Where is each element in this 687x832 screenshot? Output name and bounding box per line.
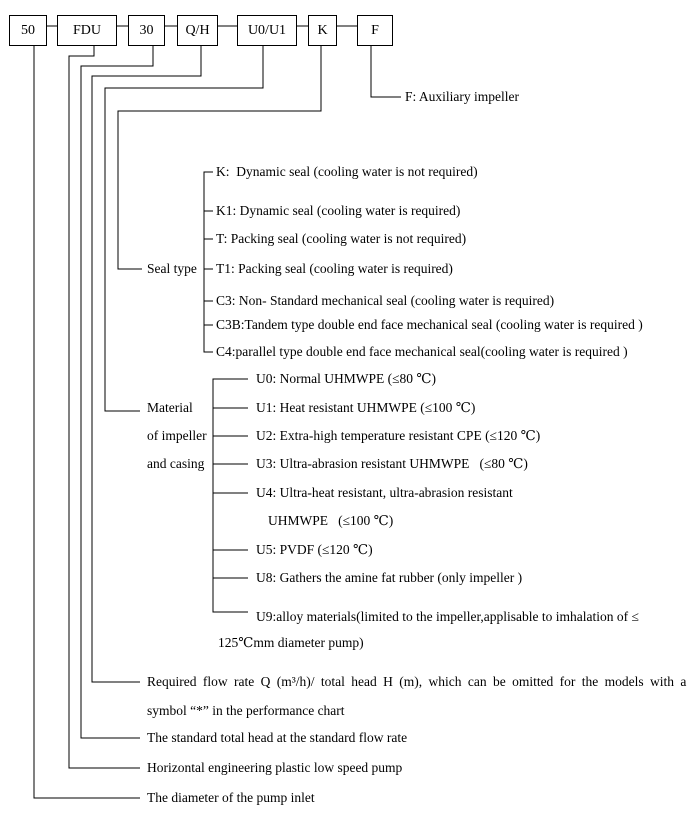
seal-type-group-label: Seal type — [147, 261, 197, 276]
seal-option-t: T: Packing seal (cooling water is not required) — [216, 231, 467, 246]
code-box-total-head: 30 — [128, 15, 165, 46]
code-box-material: U0/U1 — [237, 15, 297, 46]
seal-option-k1: K1: Dynamic seal (cooling water is required) — [216, 203, 461, 218]
material-group-label-line2: of impeller — [147, 428, 207, 443]
code-box-flow-head: Q/H — [177, 15, 218, 46]
material-group-label-line1: Material — [147, 400, 193, 415]
seal-option-c3: C3: Non- Standard mechanical seal (cooling water is required) — [216, 293, 555, 308]
material-option-u9: U9:alloy materials(limited to the impeller,applisable to imhalation of ≤ — [256, 609, 639, 624]
code-box-inlet-diameter: 50 — [9, 15, 47, 46]
seal-option-c3b: C3B:Tandem type double end face mechanical seal (cooling water is required ) — [216, 317, 643, 332]
material-option-u2: U2: Extra-high temperature resistant CPE (≤120 ℃) — [256, 428, 541, 443]
code-box-pump-series: FDU — [57, 15, 117, 46]
seal-option-t1: T1: Packing seal (cooling water is required) — [216, 261, 453, 276]
material-option-u4-cont: UHMWPE (≤100 ℃) — [268, 513, 394, 528]
auxiliary-impeller-label: F: Auxiliary impeller — [405, 89, 519, 104]
flow-head-label-line1: Required flow rate Q (m³/h)/ total head H (m), which can be omitted for the models with a — [147, 674, 687, 689]
material-option-u5: U5: PVDF (≤120 ℃) — [256, 542, 373, 557]
code-box-aux-impeller: F — [357, 15, 393, 46]
material-option-u0: U0: Normal UHMWPE (≤80 ℃) — [256, 371, 436, 386]
material-option-u3: U3: Ultra-abrasion resistant UHMWPE (≤80 ℃) — [256, 456, 528, 471]
inlet-diameter-label: The diameter of the pump inlet — [147, 790, 315, 805]
flow-head-label-line2: symbol “*” in the performance chart — [147, 703, 345, 718]
code-box-seal-type: K — [308, 15, 337, 46]
seal-option-k: K: Dynamic seal (cooling water is not required) — [216, 164, 478, 179]
material-group-label-line3: and casing — [147, 456, 205, 471]
material-option-u4: U4: Ultra-heat resistant, ultra-abrasion resistant — [256, 485, 513, 500]
pump-type-label: Horizontal engineering plastic low speed pump — [147, 760, 403, 775]
standard-head-label: The standard total head at the standard flow rate — [147, 730, 408, 745]
material-option-u8: U8: Gathers the amine fat rubber (only impeller ) — [256, 570, 523, 585]
material-option-u1: U1: Heat resistant UHMWPE (≤100 ℃) — [256, 400, 476, 415]
seal-option-c4: C4:parallel type double end face mechanical seal(cooling water is required ) — [216, 344, 628, 359]
material-option-u9-cont: 125℃mm diameter pump) — [218, 635, 364, 650]
